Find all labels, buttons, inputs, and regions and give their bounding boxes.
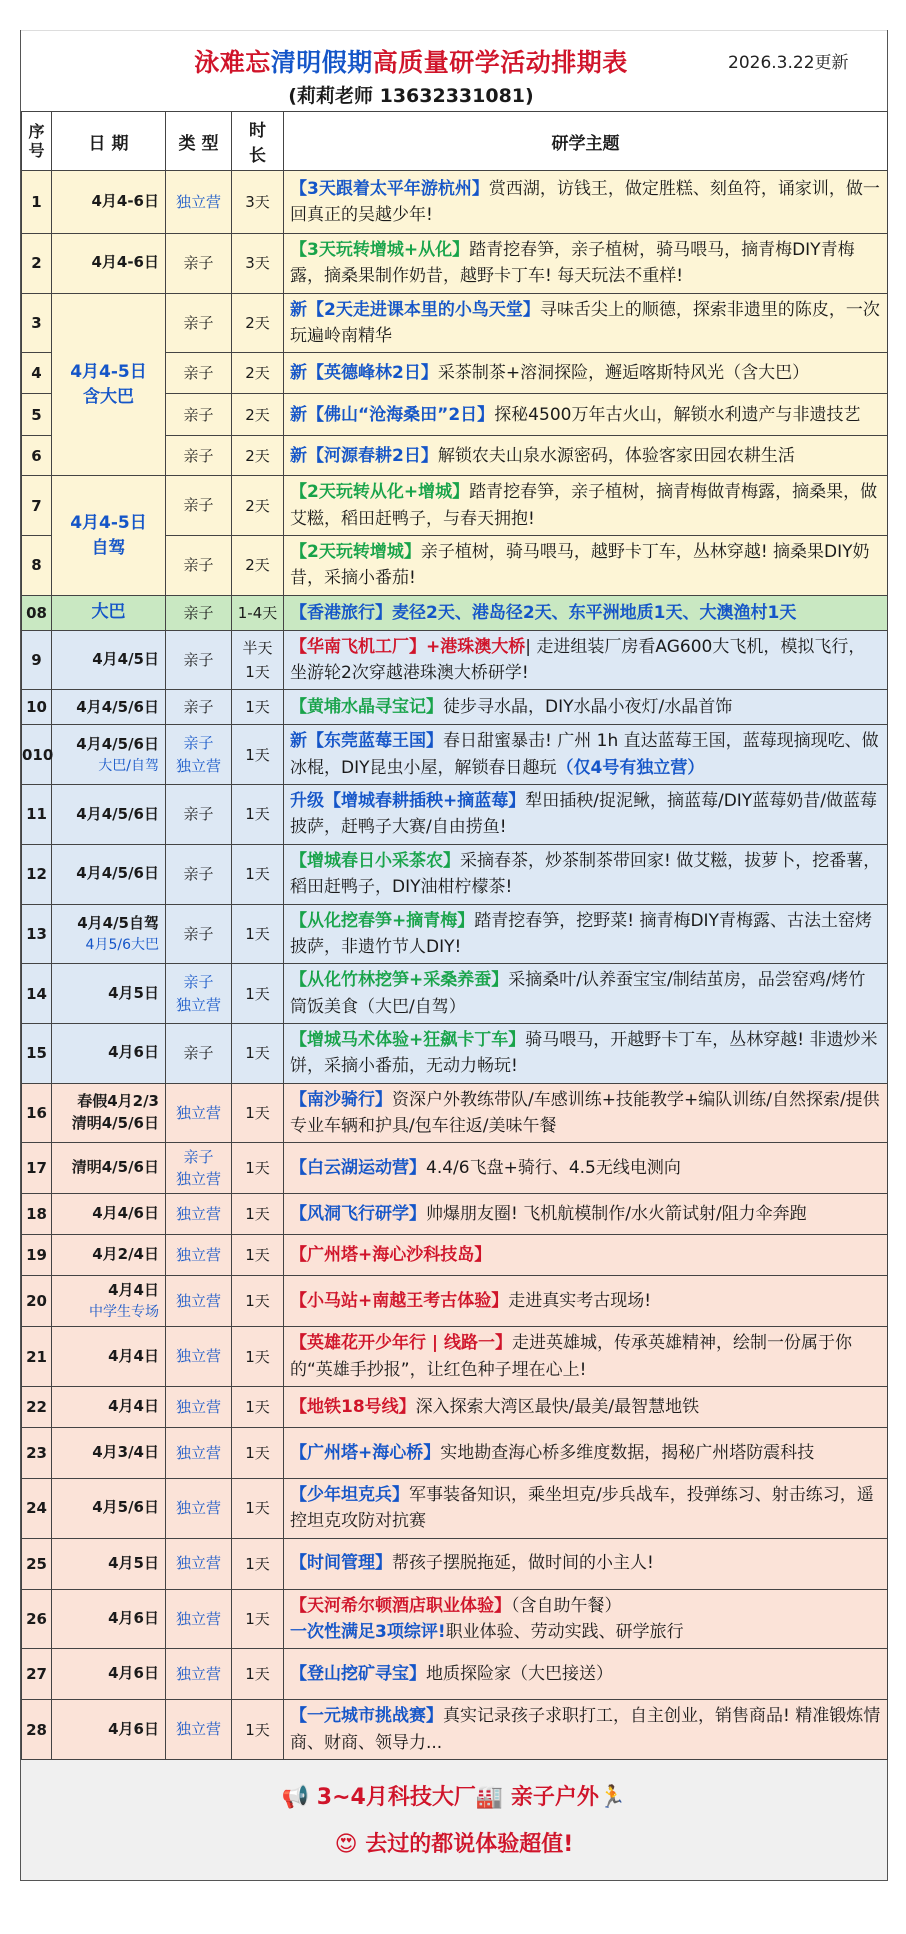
topic-title: 一次性满足3项综评! [290, 1621, 446, 1642]
row-type: 亲子 独立营 [166, 964, 232, 1024]
topic-title: 【2天玩转从化+增城】 [290, 482, 470, 503]
row-topic [284, 1589, 888, 1649]
row-date-group: 4月4-5日 含大巴 [52, 293, 166, 476]
row-date-text: 清明4/5/6日 [71, 1158, 159, 1177]
row-date-text: 4月5日 [108, 983, 159, 1002]
row-type: 亲子 [166, 536, 232, 596]
row-type: 独立营 [166, 1386, 232, 1427]
col-header-topic: 研学主题 [284, 112, 888, 171]
topic-title: 【时间管理】 [290, 1553, 392, 1574]
topic-text: 寻味舌尖上的顺德，探索非遗里的陈皮，一次玩遍岭南精华 [290, 299, 880, 347]
table-row [22, 844, 888, 904]
table-row [22, 1083, 888, 1143]
row-type: 亲子 独立营 [166, 1143, 232, 1194]
row-date [52, 234, 166, 294]
row-length: 1天 [232, 1427, 284, 1478]
row-type: 独立营 [166, 1538, 232, 1589]
row-length: 1天 [232, 1649, 284, 1700]
row-date [52, 785, 166, 845]
row-length: 1-4天 [232, 595, 284, 630]
row-length: 1天 [232, 1478, 284, 1538]
row-date [52, 1589, 166, 1649]
row-number: 3 [22, 293, 52, 353]
title-part: 高质量研学活动排期表 [372, 48, 628, 77]
row-type: 独立营 [166, 1083, 232, 1143]
row-topic [284, 725, 888, 785]
row-number: 7 [22, 476, 52, 536]
row-date [52, 171, 166, 234]
row-date-text: 4月4-6日 [91, 253, 159, 272]
row-type: 亲子 [166, 394, 232, 436]
row-date-text: 4月4/5/6日 [76, 697, 159, 716]
row-date [52, 1478, 166, 1538]
row-length: 1天 [232, 725, 284, 785]
row-date [52, 725, 166, 785]
row-topic [284, 904, 888, 964]
row-type: 亲子 [166, 436, 232, 476]
col-header-no: 序号 [22, 112, 52, 171]
row-date-text: 4月2/4日 [92, 1245, 159, 1264]
topic-text: 地质探险家（大巴接送） [426, 1664, 613, 1685]
row-length: 1天 [232, 1327, 284, 1387]
row-type: 亲子 独立营 [166, 725, 232, 785]
footer-line-2: 😍 去过的都说体验超值! [334, 1832, 574, 1857]
row-length: 2天 [232, 293, 284, 353]
table-row [22, 690, 888, 725]
row-type: 亲子 [166, 630, 232, 690]
topic-title: 升级【增城春耕插秧+摘蓝莓】 [290, 791, 526, 812]
topic-text: 采摘春茶，炒茶制茶带回家! 做艾糍，拔萝卜，挖番薯，稻田赶鸭子，DIY油柑柠檬茶! [290, 850, 881, 898]
row-length: 1天 [232, 844, 284, 904]
row-number: 4 [22, 353, 52, 394]
topic-title: （仅4号有独立营） [556, 757, 705, 778]
topic-title: 【地铁18号线】 [290, 1396, 416, 1417]
row-length: 3天 [232, 234, 284, 294]
table-row [22, 476, 888, 536]
row-length: 1天 [232, 1235, 284, 1276]
row-number: 08 [22, 595, 52, 630]
table-row [22, 171, 888, 234]
topic-text: 骑马喂马，开越野卡丁车，丛林穿越! 非遗炒米饼，采摘小番茄，无动力畅玩! [290, 1029, 878, 1077]
row-topic [284, 1700, 888, 1760]
row-date [52, 964, 166, 1024]
topic-text: 4.4/6飞盘+骑行、4.5无线电测向 [426, 1158, 681, 1179]
topic-text: 采茶制茶+溶洞探险，邂逅喀斯特风光（含大巴） [437, 363, 810, 384]
topic-text: 徒步寻水晶，DIY水晶小夜灯/水晶首饰 [443, 697, 733, 718]
row-length: 1天 [232, 1143, 284, 1194]
row-topic [284, 1235, 888, 1276]
topic-text: 春日甜蜜暴击! 广州 1h 直达蓝莓王国，蓝莓现摘现吃、做冰棍，DIY昆虫小屋，解锁春日趣玩 [290, 731, 879, 778]
table-row [22, 1327, 888, 1387]
table-row [22, 1194, 888, 1235]
table-row [22, 1143, 888, 1194]
row-number: 18 [22, 1194, 52, 1235]
row-number: 24 [22, 1478, 52, 1538]
row-topic [284, 1143, 888, 1194]
row-date-text: 4月4/5/6日 [76, 864, 159, 883]
row-date [52, 1143, 166, 1194]
col-header-date: 日 期 [52, 112, 166, 171]
row-topic [284, 1386, 888, 1427]
row-topic [284, 630, 888, 690]
row-date-text: 4月4/6日 [92, 1204, 159, 1223]
row-length: 2天 [232, 436, 284, 476]
topic-text: 真实记录孩子求职打工，自主创业，销售商品! 精准锻炼情商、财商、领导力... [290, 1706, 881, 1753]
row-length: 1天 [232, 1700, 284, 1760]
row-date [52, 1083, 166, 1143]
row-number: 27 [22, 1649, 52, 1700]
col-header-length: 时 长 [232, 112, 284, 171]
row-number: 28 [22, 1700, 52, 1760]
topic-title: 【黄埔水晶寻宝记】 [290, 697, 443, 718]
row-topic [284, 476, 888, 536]
row-topic [284, 1649, 888, 1700]
row-type: 亲子 [166, 476, 232, 536]
topic-text: 走进英雄城，传承英雄精神，绘制一份属于你的“英雄手抄报”，让红色种子埋在心上! [290, 1333, 853, 1380]
row-date [52, 1276, 166, 1327]
row-number: 10 [22, 690, 52, 725]
table-row [22, 904, 888, 964]
topic-title: 【2天玩转增城】 [290, 542, 421, 563]
row-date [52, 1327, 166, 1387]
schedule-sheet [20, 30, 888, 1881]
row-number: 12 [22, 844, 52, 904]
row-date [52, 1700, 166, 1760]
topic-text: 走进真实考古现场! [508, 1291, 652, 1312]
row-date-group: 4月4-5日 自驾 [52, 476, 166, 595]
topic-title: 【英雄花开少年行 | 线路一】 [290, 1333, 513, 1354]
row-topic [284, 536, 888, 596]
topic-text: 踏青挖春笋，挖野菜! 摘青梅DIY青梅露、古法土窑烤披萨，非遗竹节人DIY! [290, 910, 872, 957]
row-number: 26 [22, 1589, 52, 1649]
row-type: 亲子 [166, 904, 232, 964]
topic-title: 新【东莞蓝莓王国】 [290, 731, 443, 752]
row-topic [284, 1538, 888, 1589]
row-date-text: 4月4/5日 [92, 650, 159, 669]
schedule-table [21, 111, 888, 1760]
row-number: 13 [22, 904, 52, 964]
topic-text: 深入探索大湾区最快/最美/最智慧地铁 [415, 1396, 700, 1417]
row-date [52, 1023, 166, 1083]
row-date-note: 大巴/自驾 [98, 757, 159, 774]
row-type: 独立营 [166, 1194, 232, 1235]
row-length: 2天 [232, 353, 284, 394]
table-row [22, 725, 888, 785]
row-date-text: 4月4日 [108, 1281, 159, 1300]
row-topic [284, 293, 888, 353]
row-type: 亲子 [166, 595, 232, 630]
row-number: 6 [22, 436, 52, 476]
row-type: 独立营 [166, 1700, 232, 1760]
topic-title: 新【2天走进课本里的小鸟天堂】 [290, 299, 540, 320]
row-date-text: 4月6日 [108, 1043, 159, 1062]
row-topic [284, 1427, 888, 1478]
topic-text: （含自助午餐） [511, 1595, 622, 1616]
row-number: 16 [22, 1083, 52, 1143]
topic-text: 踏青挖春笋，亲子植树，骑马喂马，摘青梅DIY青梅露，摘桑果制作奶昔，越野卡丁车! 每天玩法不重样! [290, 240, 855, 287]
row-length: 1天 [232, 1538, 284, 1589]
row-type: 亲子 [166, 785, 232, 845]
row-length: 1天 [232, 1386, 284, 1427]
row-type: 独立营 [166, 1276, 232, 1327]
row-topic [284, 844, 888, 904]
row-date [52, 630, 166, 690]
row-number: 5 [22, 394, 52, 436]
table-row [22, 785, 888, 845]
row-type: 亲子 [166, 690, 232, 725]
row-length: 1天 [232, 1083, 284, 1143]
topic-text: | 走进组装厂房看AG600大飞机，模拟飞行，坐游轮2次穿越港珠澳大桥研学! [290, 636, 866, 684]
row-topic [284, 394, 888, 436]
row-length: 1天 [232, 1276, 284, 1327]
topic-title: 新【英德峰林2日】 [290, 363, 438, 384]
topic-text: 帮孩子摆脱拖延，做时间的小主人! [392, 1553, 654, 1574]
row-number: 14 [22, 964, 52, 1024]
footer-line-1: 📢 3~4月科技大厂🏭 亲子户外🏃 [281, 1785, 627, 1810]
topic-title: 【3天玩转增城+从化】 [290, 240, 470, 260]
topic-title: 【风洞飞行研学】 [290, 1204, 426, 1225]
table-row [22, 1649, 888, 1700]
row-topic [284, 436, 888, 476]
row-date-text: 4月6日 [108, 1719, 159, 1738]
row-number: 19 [22, 1235, 52, 1276]
topic-title: 【香港旅行】麦径2天、港岛径2天、东平洲地质1天、大澳渔村1天 [290, 602, 797, 623]
row-type: 亲子 [166, 353, 232, 394]
table-row [22, 1700, 888, 1760]
table-row [22, 964, 888, 1024]
sheet-header [21, 30, 887, 111]
topic-title: 新【佛山“沧海桑田”2日】 [290, 404, 495, 425]
topic-title: 【一元城市挑战赛】 [290, 1706, 443, 1727]
row-date: 大巴 [52, 595, 166, 630]
topic-text: 解锁农夫山泉水源密码，体验客家田园农耕生活 [437, 445, 795, 466]
row-number: 22 [22, 1386, 52, 1427]
topic-text: 帅爆朋友圈! 飞机航模制作/水火箭试射/阻力伞奔跑 [426, 1204, 807, 1225]
row-date-text: 4月3/4日 [92, 1443, 159, 1462]
topic-text: 资深户外教练带队/车感训练+技能教学+编队训练/自然探索/提供专业车辆和护具/包车往返/美味午餐 [290, 1089, 880, 1136]
row-topic [284, 690, 888, 725]
row-date [52, 844, 166, 904]
row-date [52, 1386, 166, 1427]
row-topic [284, 171, 888, 234]
table-body [22, 171, 888, 1760]
row-date [52, 1235, 166, 1276]
title-part: 清明假期 [270, 48, 373, 77]
row-length: 1天 [232, 904, 284, 964]
topic-title: 【华南飞机工厂】+港珠澳大桥 [290, 636, 526, 657]
topic-title: 【登山挖矿寻宝】 [290, 1664, 426, 1685]
update-date: 2026.3.22更新 [728, 53, 849, 73]
row-length: 1天 [232, 1194, 284, 1235]
row-date-text: 清明4/5/6日 [71, 1113, 159, 1132]
table-row [22, 293, 888, 353]
row-number: 20 [22, 1276, 52, 1327]
row-date [52, 690, 166, 725]
topic-title: 【增城马术体验+狂飙卡丁车】 [290, 1029, 526, 1050]
table-row [22, 1386, 888, 1427]
title-part: 泳难忘 [194, 48, 271, 77]
col-header-type: 类 型 [166, 112, 232, 171]
row-type: 亲子 [166, 293, 232, 353]
row-length: 3天 [232, 171, 284, 234]
row-topic [284, 1023, 888, 1083]
row-length: 1天 [232, 964, 284, 1024]
table-header-row [22, 112, 888, 171]
table-row [22, 1276, 888, 1327]
topic-title: 【白云湖运动营】 [290, 1158, 426, 1179]
footer-banner [21, 1760, 887, 1881]
topic-title: 【小马站+南越王考古体验】 [290, 1291, 509, 1312]
row-topic [284, 964, 888, 1024]
topic-title: 【3天跟着太平年游杭州】 [290, 178, 489, 199]
row-topic [284, 785, 888, 845]
row-type: 独立营 [166, 1427, 232, 1478]
row-topic [284, 234, 888, 294]
row-topic [284, 1327, 888, 1387]
table-row [22, 595, 888, 630]
row-date-text: 4月6日 [108, 1664, 159, 1683]
row-type: 独立营 [166, 1327, 232, 1387]
topic-title: 【南沙骑行】 [290, 1089, 392, 1110]
row-number: 15 [22, 1023, 52, 1083]
row-date-text: 4月5日 [108, 1553, 159, 1572]
row-type: 亲子 [166, 844, 232, 904]
contact-info: (莉莉老师 13632331081) [288, 85, 534, 107]
row-type: 独立营 [166, 1478, 232, 1538]
table-row [22, 1427, 888, 1478]
table-row [22, 630, 888, 690]
topic-text: 亲子植树，骑马喂马，越野卡丁车，丛林穿越! 摘桑果DIY奶昔，采摘小番茄! [290, 542, 870, 589]
row-date [52, 1649, 166, 1700]
row-number: 1 [22, 171, 52, 234]
row-type: 亲子 [166, 1023, 232, 1083]
row-number: 8 [22, 536, 52, 596]
topic-text: 职业体验、劳动实践、研学旅行 [445, 1621, 684, 1642]
row-date [52, 1194, 166, 1235]
table-row [22, 1478, 888, 1538]
row-length: 1天 [232, 1589, 284, 1649]
row-date-text: 4月4日 [108, 1397, 159, 1416]
row-number: 25 [22, 1538, 52, 1589]
topic-text: 犁田插秧/捉泥鳅，摘蓝莓/DIY蓝莓奶昔/做蓝莓披萨，赶鸭子大赛/自由捞鱼! [290, 791, 877, 838]
row-length: 1天 [232, 1023, 284, 1083]
topic-text: 军事装备知识，乘坐坦克/步兵战车，投弹练习、射击练习，遥控坦克攻防对抗赛 [290, 1484, 874, 1532]
row-length: 半天 1天 [232, 630, 284, 690]
table-row [22, 234, 888, 294]
row-date-text: 4月4/5自驾 [77, 913, 159, 932]
row-length: 2天 [232, 536, 284, 596]
row-type: 独立营 [166, 1235, 232, 1276]
row-length: 2天 [232, 394, 284, 436]
row-date-text: 4月4-6日 [91, 192, 159, 211]
row-date-note: 4月5/6大巴 [85, 936, 159, 953]
row-date-text: 4月5/6日 [92, 1498, 159, 1517]
row-number: 17 [22, 1143, 52, 1194]
row-number: 21 [22, 1327, 52, 1387]
row-type: 独立营 [166, 1649, 232, 1700]
row-date-text: 春假4月2/3 [77, 1092, 159, 1111]
topic-title: 【少年坦克兵】 [290, 1484, 409, 1505]
row-date-text: 4月4/5/6日 [76, 804, 159, 823]
topic-title: 【天河希尔顿酒店职业体验】 [290, 1595, 511, 1616]
page-title [21, 43, 801, 79]
topic-text: 实地勘查海心桥多维度数据，揭秘广州塔防震科技 [440, 1442, 815, 1463]
row-date [52, 1538, 166, 1589]
topic-title: 【增城春日小采茶农】 [290, 850, 460, 871]
row-number: 010 [22, 725, 52, 785]
table-row [22, 1235, 888, 1276]
row-type: 独立营 [166, 171, 232, 234]
table-row [22, 1589, 888, 1649]
row-date [52, 1427, 166, 1478]
topic-title: 【从化竹林挖笋+采桑养蚕】 [290, 970, 509, 991]
row-number: 23 [22, 1427, 52, 1478]
row-topic [284, 1478, 888, 1538]
topic-title: 【广州塔+海心桥】 [290, 1442, 441, 1463]
row-type: 亲子 [166, 234, 232, 294]
row-date [52, 904, 166, 964]
row-topic [284, 1276, 888, 1327]
row-length: 2天 [232, 476, 284, 536]
row-topic [284, 353, 888, 394]
topic-title: 新【河源春耕2日】 [290, 445, 438, 466]
row-date-text: 4月4/5/6日 [76, 734, 159, 753]
topic-text: 探秘4500万年古火山，解锁水利遗产与非遗技艺 [494, 404, 861, 425]
table-row [22, 1538, 888, 1589]
row-number: 11 [22, 785, 52, 845]
row-date-text: 4月4日 [108, 1346, 159, 1365]
row-number: 9 [22, 630, 52, 690]
row-topic [284, 1083, 888, 1143]
topic-text: 采摘桑叶/认养蚕宝宝/制结茧房，品尝窑鸡/烤竹筒饭美食（大巴/自驾） [290, 970, 866, 1017]
row-date-text: 4月6日 [108, 1609, 159, 1628]
row-number: 2 [22, 234, 52, 294]
row-length: 1天 [232, 785, 284, 845]
row-type: 独立营 [166, 1589, 232, 1649]
topic-title: 【从化挖春笋+摘青梅】 [290, 910, 475, 931]
row-length: 1天 [232, 690, 284, 725]
topic-text: 赏西湖，访钱王，做定胜糕、刻鱼符，诵家训，做一回真正的吴越少年! [290, 178, 880, 225]
row-topic [284, 595, 888, 630]
topic-text: 踏青挖春笋，亲子植树，摘青梅做青梅露，摘桑果，做艾糍，稻田赶鸭子，与春天拥抱! [290, 482, 878, 529]
topic-title: 【广州塔+海心沙科技岛】 [290, 1245, 492, 1266]
table-row [22, 1023, 888, 1083]
row-date-note: 中学生专场 [89, 1303, 159, 1320]
row-topic [284, 1194, 888, 1235]
